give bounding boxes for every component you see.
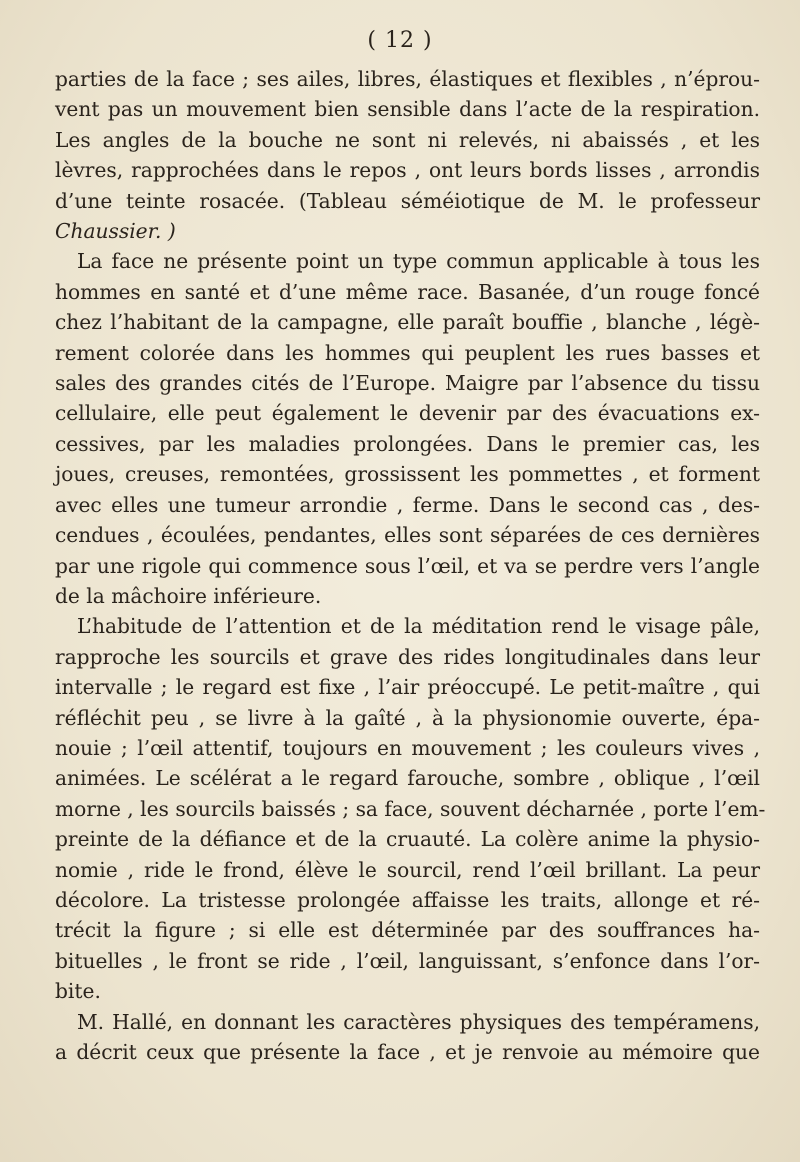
text-line: morne , les sourcils baissés ; sa face, souvent décharnée , porte l’em- — [55, 796, 766, 821]
text-line: de la mâchoire inférieure. — [55, 583, 322, 608]
text-line: réfléchit peu , se livre à la gaîté , à la physionomie ouverte, épa- — [55, 705, 760, 730]
text-line: M. Hallé, en donnant les caractères physiques des tempéramens, — [77, 1009, 760, 1034]
text-line: vent pas un mouvement bien sensible dans l’acte de la respiration. — [55, 97, 760, 122]
text-line: intervalle ; le regard est fixe , l’air préoccupé. Le petit-maître , qui — [55, 675, 760, 700]
text-line: preinte de la défiance et de la cruauté. La colère anime la physio- — [55, 827, 760, 852]
text-line: rapproche les sourcils et grave des rides longitudinales dans leur — [55, 644, 760, 669]
paragraph-4 — [55, 1007, 760, 1068]
text-line: cessives, par les maladies prolongées. Dans le premier cas, les — [55, 431, 760, 456]
text-line: hommes en santé et d’une même race. Basanée, d’un rouge foncé — [55, 279, 760, 304]
text-line: a décrit ceux que présente la face , et je renvoie au mémoire que — [55, 1040, 760, 1064]
text-line: La face ne présente point un type commun applicable à tous les — [77, 249, 760, 274]
text-line: par une rigole qui commence sous l’œil, et va se perdre vers l’angle — [55, 553, 760, 578]
text-line: nouie ; l’œil attentif, toujours en mouvement ; les couleurs vives , — [55, 735, 760, 760]
text-line: décolore. La tristesse prolongée affaisse les traits, allonge et ré- — [55, 887, 760, 912]
page-number: ( 12 ) — [367, 28, 433, 53]
text-line: d’une teinte rosacée. (Tableau séméiotique de M. le professeur — [55, 188, 760, 213]
text-line: parties de la face ; ses ailes, libres, élastiques et flexibles , n’éprou- — [55, 67, 760, 91]
text-line: Les angles de la bouche ne sont ni relevés, ni abaissés , et les — [55, 127, 760, 152]
text-line: trécit la figure ; si elle est déterminée par des souffrances ha- — [55, 918, 760, 943]
text-line: avec elles une tumeur arrondie , ferme. Dans le second cas , des- — [55, 492, 760, 517]
text-body — [55, 64, 766, 1067]
text-line: cendues , écoulées, pendantes, elles sont séparées de ces dernières — [55, 523, 760, 548]
text-line: sales des grandes cités de l’Europe. Maigre par l’absence du tissu — [55, 371, 760, 396]
text-line: bituelles , le front se ride , l’œil, languissant, s’enfonce dans l’or- — [55, 948, 760, 973]
text-line: cellulaire, elle peut également le devenir par des évacuations ex- — [55, 401, 760, 426]
text-line: bite. — [55, 979, 101, 1004]
text-line: Chaussier. ) — [55, 219, 176, 244]
paragraph-1 — [55, 64, 760, 246]
text-line: joues, creuses, remontées, grossissent les pommettes , et forment — [55, 462, 760, 487]
paragraph-3 — [55, 611, 766, 1006]
text-line: nomie , ride le frond, élève le sourcil, rend l’œil brillant. La peur — [55, 857, 760, 882]
paragraph-2 — [55, 246, 760, 611]
text-line: chez l’habitant de la campagne, elle paraît bouffie , blanche , légè- — [55, 310, 760, 335]
text-line: rement colorée dans les hommes qui peuplent les rues basses et — [55, 340, 760, 365]
text-line: lèvres, rapprochées dans le repos , ont leurs bords lisses , arrondis — [55, 158, 760, 183]
text-line: animées. Le scélérat a le regard farouche, sombre , oblique , l’œil — [55, 766, 760, 791]
text-line: L’habitude de l’attention et de la méditation rend le visage pâle, — [77, 614, 760, 639]
